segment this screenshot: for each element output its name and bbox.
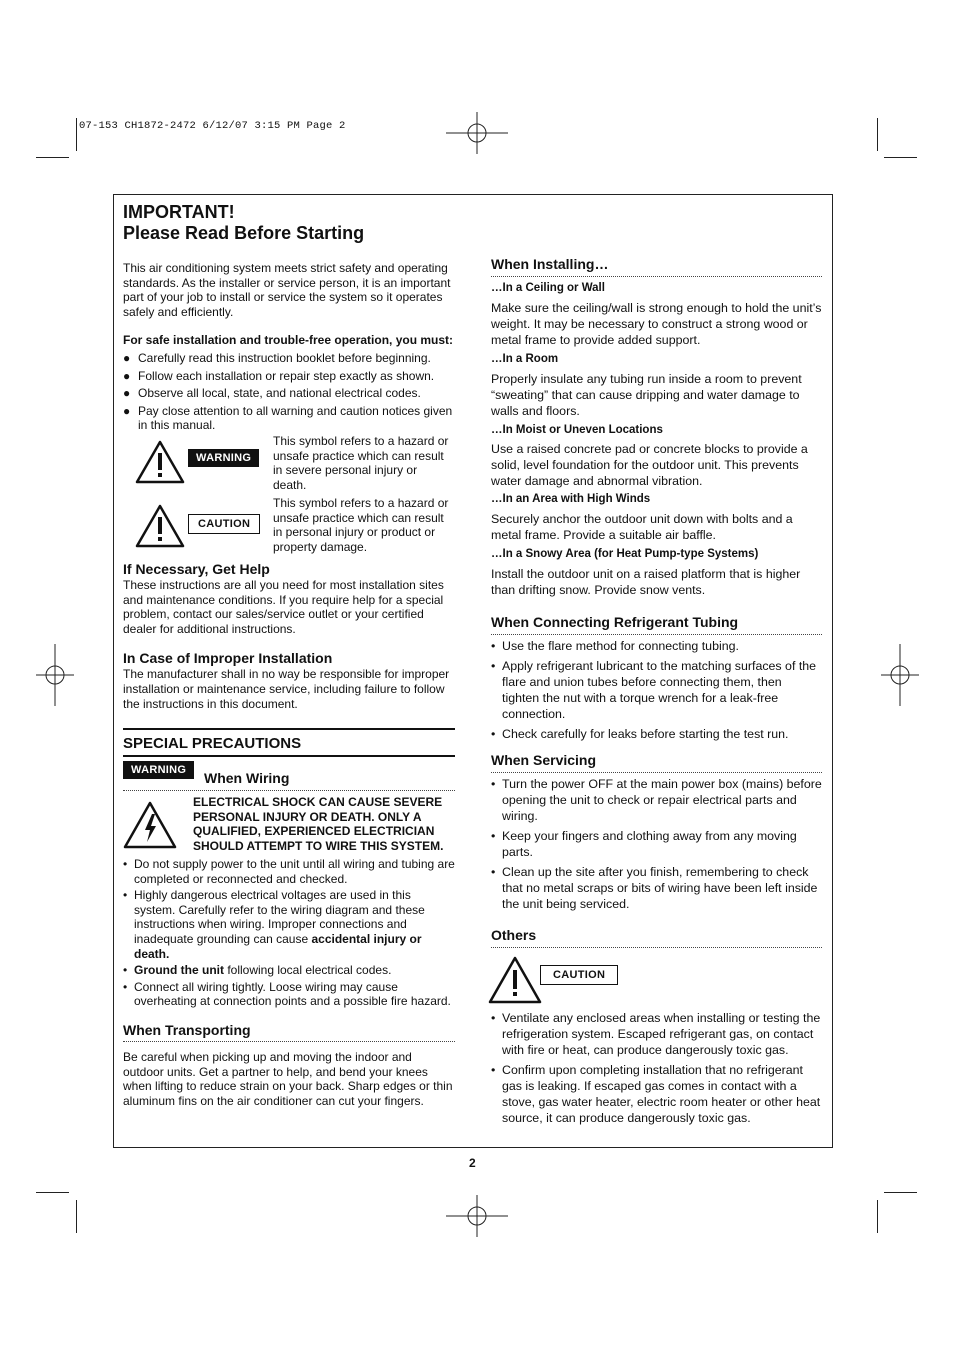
improper-heading: In Case of Improper Installation [123,650,333,667]
installing-text-4: Securely anchor the outdoor unit down with bolts and a metal frame. Provide a suitable air baffle. [491,512,793,542]
caution-label: CAUTION [188,514,260,534]
left-column [123,200,455,1108]
list-item: • Turn the power OFF at the main power box (mains) before opening the unit to check or repair electrical parts and wiring. [491,776,822,824]
others-heading: Others [491,927,822,948]
list-item: ● Observe all local, state, and national electrical codes. [123,386,455,401]
caution-triangle-icon [135,504,185,548]
right-column [491,200,822,1126]
page-title: IMPORTANT! Please Read Before Starting [123,202,365,243]
tubing-heading: When Connecting Refrigerant Tubing [491,614,822,635]
list-item: • Check carefully for leaks before starting the test run. [491,726,822,742]
list-item: • Keep your fingers and clothing away from any moving parts. [491,828,822,860]
list-item: • Ground the unit following local electrical codes. [123,963,455,978]
installing-text-1: Make sure the ceiling/wall is strong enough to hold the unit’s weight. It may be necessary to construct a strong wood or metal frame to provide added support. [491,301,822,347]
list-item: ● Pay close attention to all warning and caution notices given in this manual. [123,404,455,433]
servicing-list [491,776,822,912]
tubing-list [491,638,822,742]
get-help-text: These instructions are all you need for most installation sites and maintenance conditions. If you require help for a special problem, contact our sales/service outlet or your certified dealer for additional instructions. [123,577,444,636]
print-slug: 07-153 CH1872-2472 6/12/07 3:15 PM Page 2 [79,120,346,132]
caution-triangle-icon [488,956,542,1004]
list-item: • Ventilate any enclosed areas when installing or testing the refrigeration system. Escaped refrigerant gas, on contact with fire or heat, can produce dangerously toxic gas. [491,1010,822,1058]
wiring-warning-block [123,795,455,857]
special-top-rule [123,728,455,730]
symbol-legend [123,435,455,563]
warning-description: This symbol refers to a hazard or unsafe practice which can result in severe personal injury or death. [273,433,449,492]
others-list [491,1010,822,1126]
wiring-heading: When Wiring [204,770,290,787]
wiring-list [123,857,455,1009]
list-item: ● Carefully read this instruction booklet before beginning. [123,351,455,366]
installing-sub-5: …In a Snowy Area (for Heat Pump-type Systems) [491,548,759,560]
warning-label: WARNING [188,449,259,467]
wiring-header [123,761,455,791]
others-caution-block [491,954,822,1010]
list-item: • Apply refrigerant lubricant to the matching surfaces of the flare and union tubes before connecting them, then tighten the nut with a torque wrench for a leak-free connection. [491,658,822,722]
list-item: • Connect all wiring tightly. Loose wiring may cause overheating at connection points and a possible fire hazard. [123,980,455,1009]
installing-heading: When Installing… [491,256,822,277]
caution-description: This symbol refers to a hazard or unsafe practice which can result in personal injury or product or property damage. [273,495,449,554]
list-item: • Confirm upon completing installation that no refrigerant gas is leaking. If escaped gas comes in contact with a stove, gas water heater, electric room heater or other heat source, it can produce dangerously toxic gas. [491,1062,822,1126]
installing-text-3: Use a raised concrete pad or concrete blocks to provide a solid, level foundation for the outdoor unit. This prevents water damage and abnormal vibration. [491,442,808,488]
list-item: • Highly dangerous electrical voltages are used in this system. Carefully refer to the wiring diagram and these instructions when wiring. Improper connections and inadequate grounding can cause accidental injury or death. [123,888,455,961]
get-help-heading: If Necessary, Get Help [123,560,270,577]
list-item: • Clean up the site after you finish, remembering to check that no metal scraps or bits of wiring have been left inside the unit being serviced. [491,864,822,912]
list-item: ● Follow each installation or repair step exactly as shown. [123,369,455,384]
installing-text-5: Install the outdoor unit on a raised platform that is higher than drifting snow. Provide snow vents. [491,567,801,597]
list-item: • Do not supply power to the unit until all wiring and tubing are completed or reconnected and checked. [123,857,455,886]
wiring-warning-text: ELECTRICAL SHOCK CAN CAUSE SEVERE PERSONAL INJURY OR DEATH. ONLY A QUALIFIED, EXPERIENCED ELECTRICIAN SHOULD ATTEMPT TO WIRE THIS SYSTEM. [193,795,444,853]
list-item: • Use the flare method for connecting tubing. [491,638,822,654]
installing-text-2: Properly insulate any tubing run inside a room to prevent “sweating” that can cause dripping and water damage to walls and floors. [491,372,802,418]
caution-label: CAUTION [540,965,618,985]
installing-sub-4: …In an Area with High Winds [491,493,651,505]
page-number: 2 [469,1156,476,1170]
warning-label: WARNING [123,761,194,779]
installing-sub-2: …In a Room [491,353,559,365]
special-precautions-heading: SPECIAL PRECAUTIONS [123,735,455,757]
safe-heading: For safe installation and trouble-free operation, you must: [123,333,454,348]
intro-text: This air conditioning system meets strict safety and operating standards. As the installer or service person, it is an important part of your job to install or service the system so it operates safely and efficiently. [123,261,451,319]
installing-sub-3: …In Moist or Uneven Locations [491,424,663,436]
warning-triangle-icon [135,440,185,484]
installing-sub-1: …In a Ceiling or Wall [491,282,605,294]
transport-heading: When Transporting [123,1022,455,1042]
electric-shock-icon [123,801,177,849]
servicing-heading: When Servicing [491,752,822,773]
improper-text: The manufacturer shall in no way be responsible for improper installation or maintenance service, including failure to follow the instructions in this document. [123,667,450,711]
safe-list [123,351,455,433]
transport-text: Be careful when picking up and moving the indoor and outdoor units. Get a partner to help, and bend your knees when lifting to reduce strain on your back. Sharp edges or thin aluminum fins on the air conditioner can cut your fingers. [123,1050,453,1108]
